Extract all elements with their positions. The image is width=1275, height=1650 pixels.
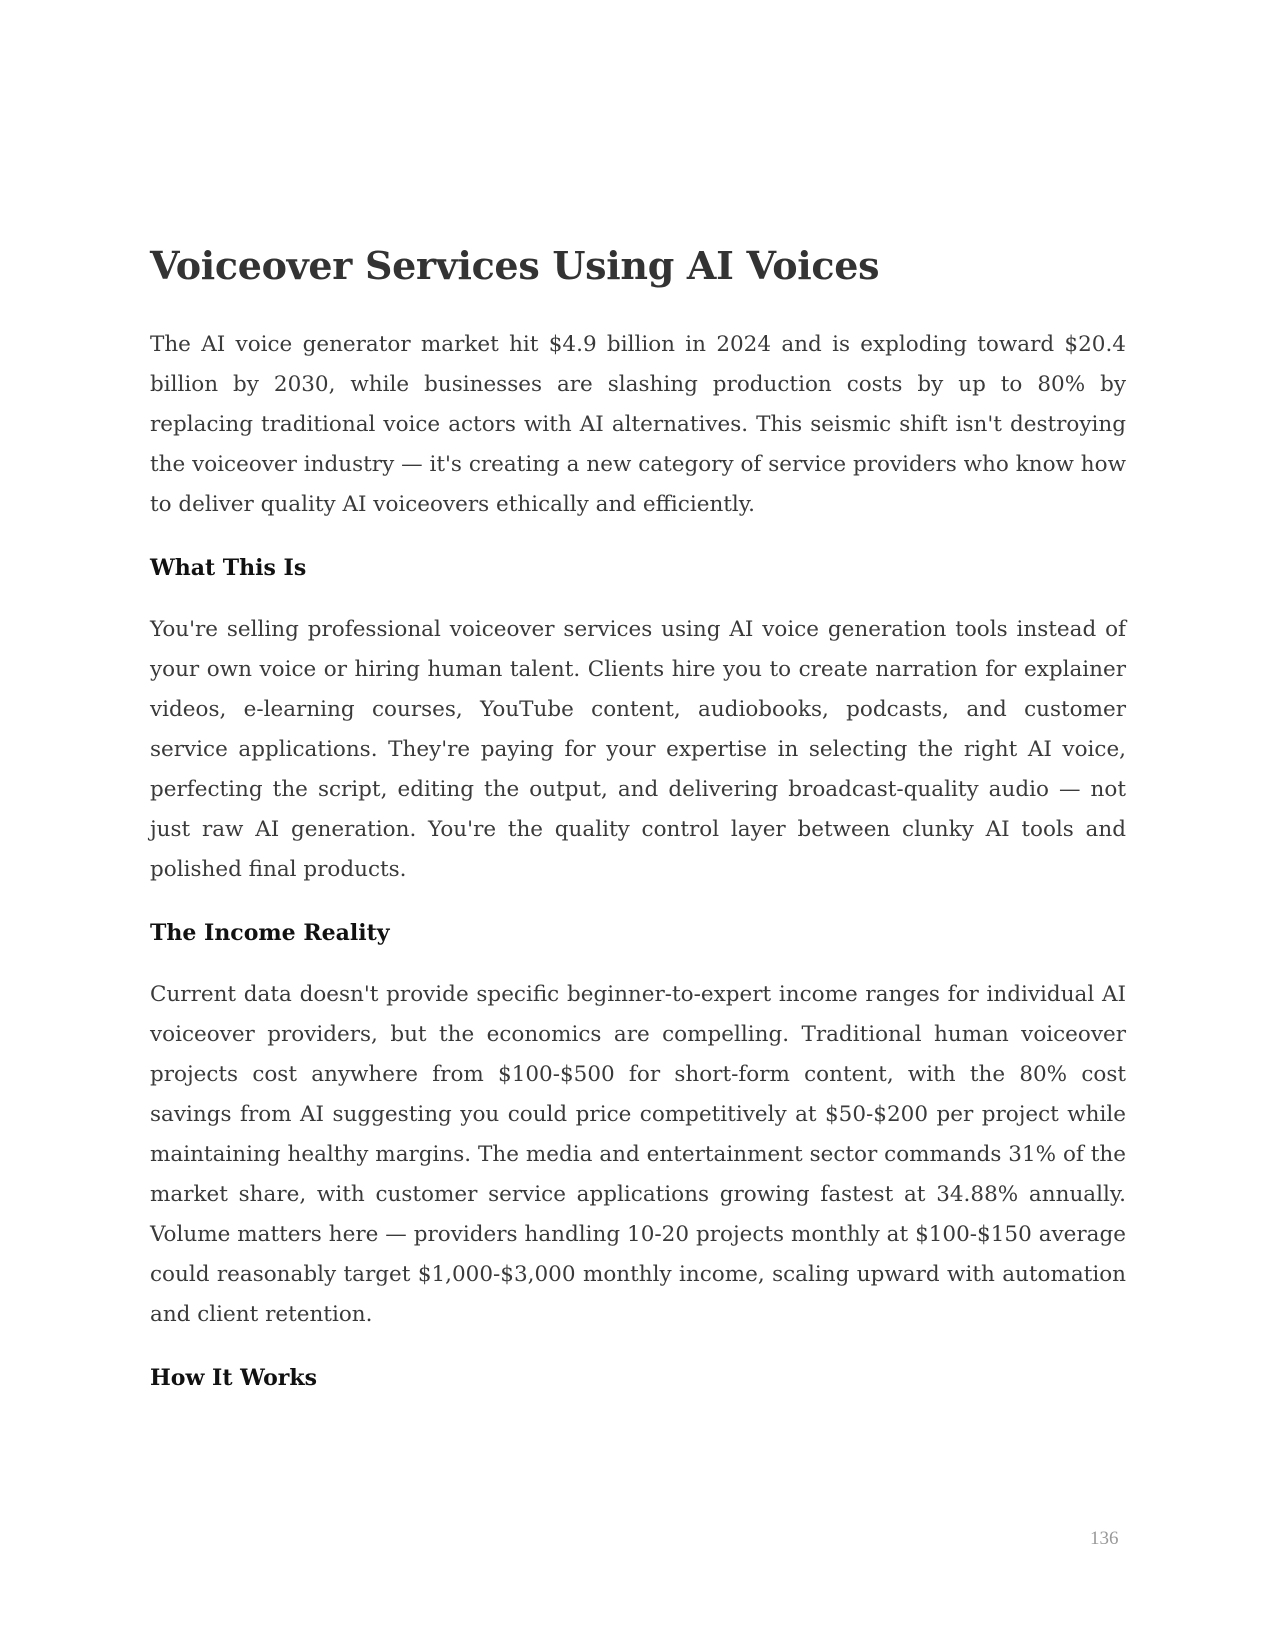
page-number: 136 [1090, 1528, 1119, 1549]
intro-paragraph: The AI voice generator market hit $4.9 billion in 2024 and is exploding toward $20.4 billion by 2030, while businesses are slashing production costs by up to 80% by replacing traditional voice actors with AI alternatives. This seismic shift isn't destroying the voiceover industry — it's creating a new category of service providers who know how to deliver quality AI voiceovers ethically and efficiently. [150, 332, 1126, 517]
section-heading-what-this-is: What This Is [150, 555, 307, 581]
section-heading-how-it-works: How It Works [150, 1365, 317, 1391]
section-heading-income-reality: The Income Reality [150, 920, 390, 946]
section-body-income-reality: Current data doesn't provide specific beginner-to-expert income ranges for individual AI voiceover providers, but the economics are compelling. Traditional human voiceover projects cost anywhere from $100-$500 for short-form content, with the 80% cost savings from AI suggesting you could price competitively at $50-$200 per project while maintaining healthy margins. The media and entertainment sector commands 31% of the market share, with customer service applications growing fastest at 34.88% annually. Volume matters here — providers handling 10-20 projects monthly at $100-$150 average could reasonably target $1,000-$3,000 monthly income, scaling upward with automation and client retention. [150, 982, 1126, 1327]
section-body-what-this-is: You're selling professional voiceover services using AI voice generation tools instead of your own voice or hiring human talent. Clients hire you to create narration for explainer videos, e-learning courses, YouTube content, audiobooks, podcasts, and customer service applications. They're paying for your expertise in selecting the right AI voice, perfecting the script, editing the output, and delivering broadcast-quality audio — not just raw AI generation. You're the quality control layer between clunky AI tools and polished final products. [150, 617, 1126, 882]
page-title: Voiceover Services Using AI Voices [150, 243, 880, 288]
